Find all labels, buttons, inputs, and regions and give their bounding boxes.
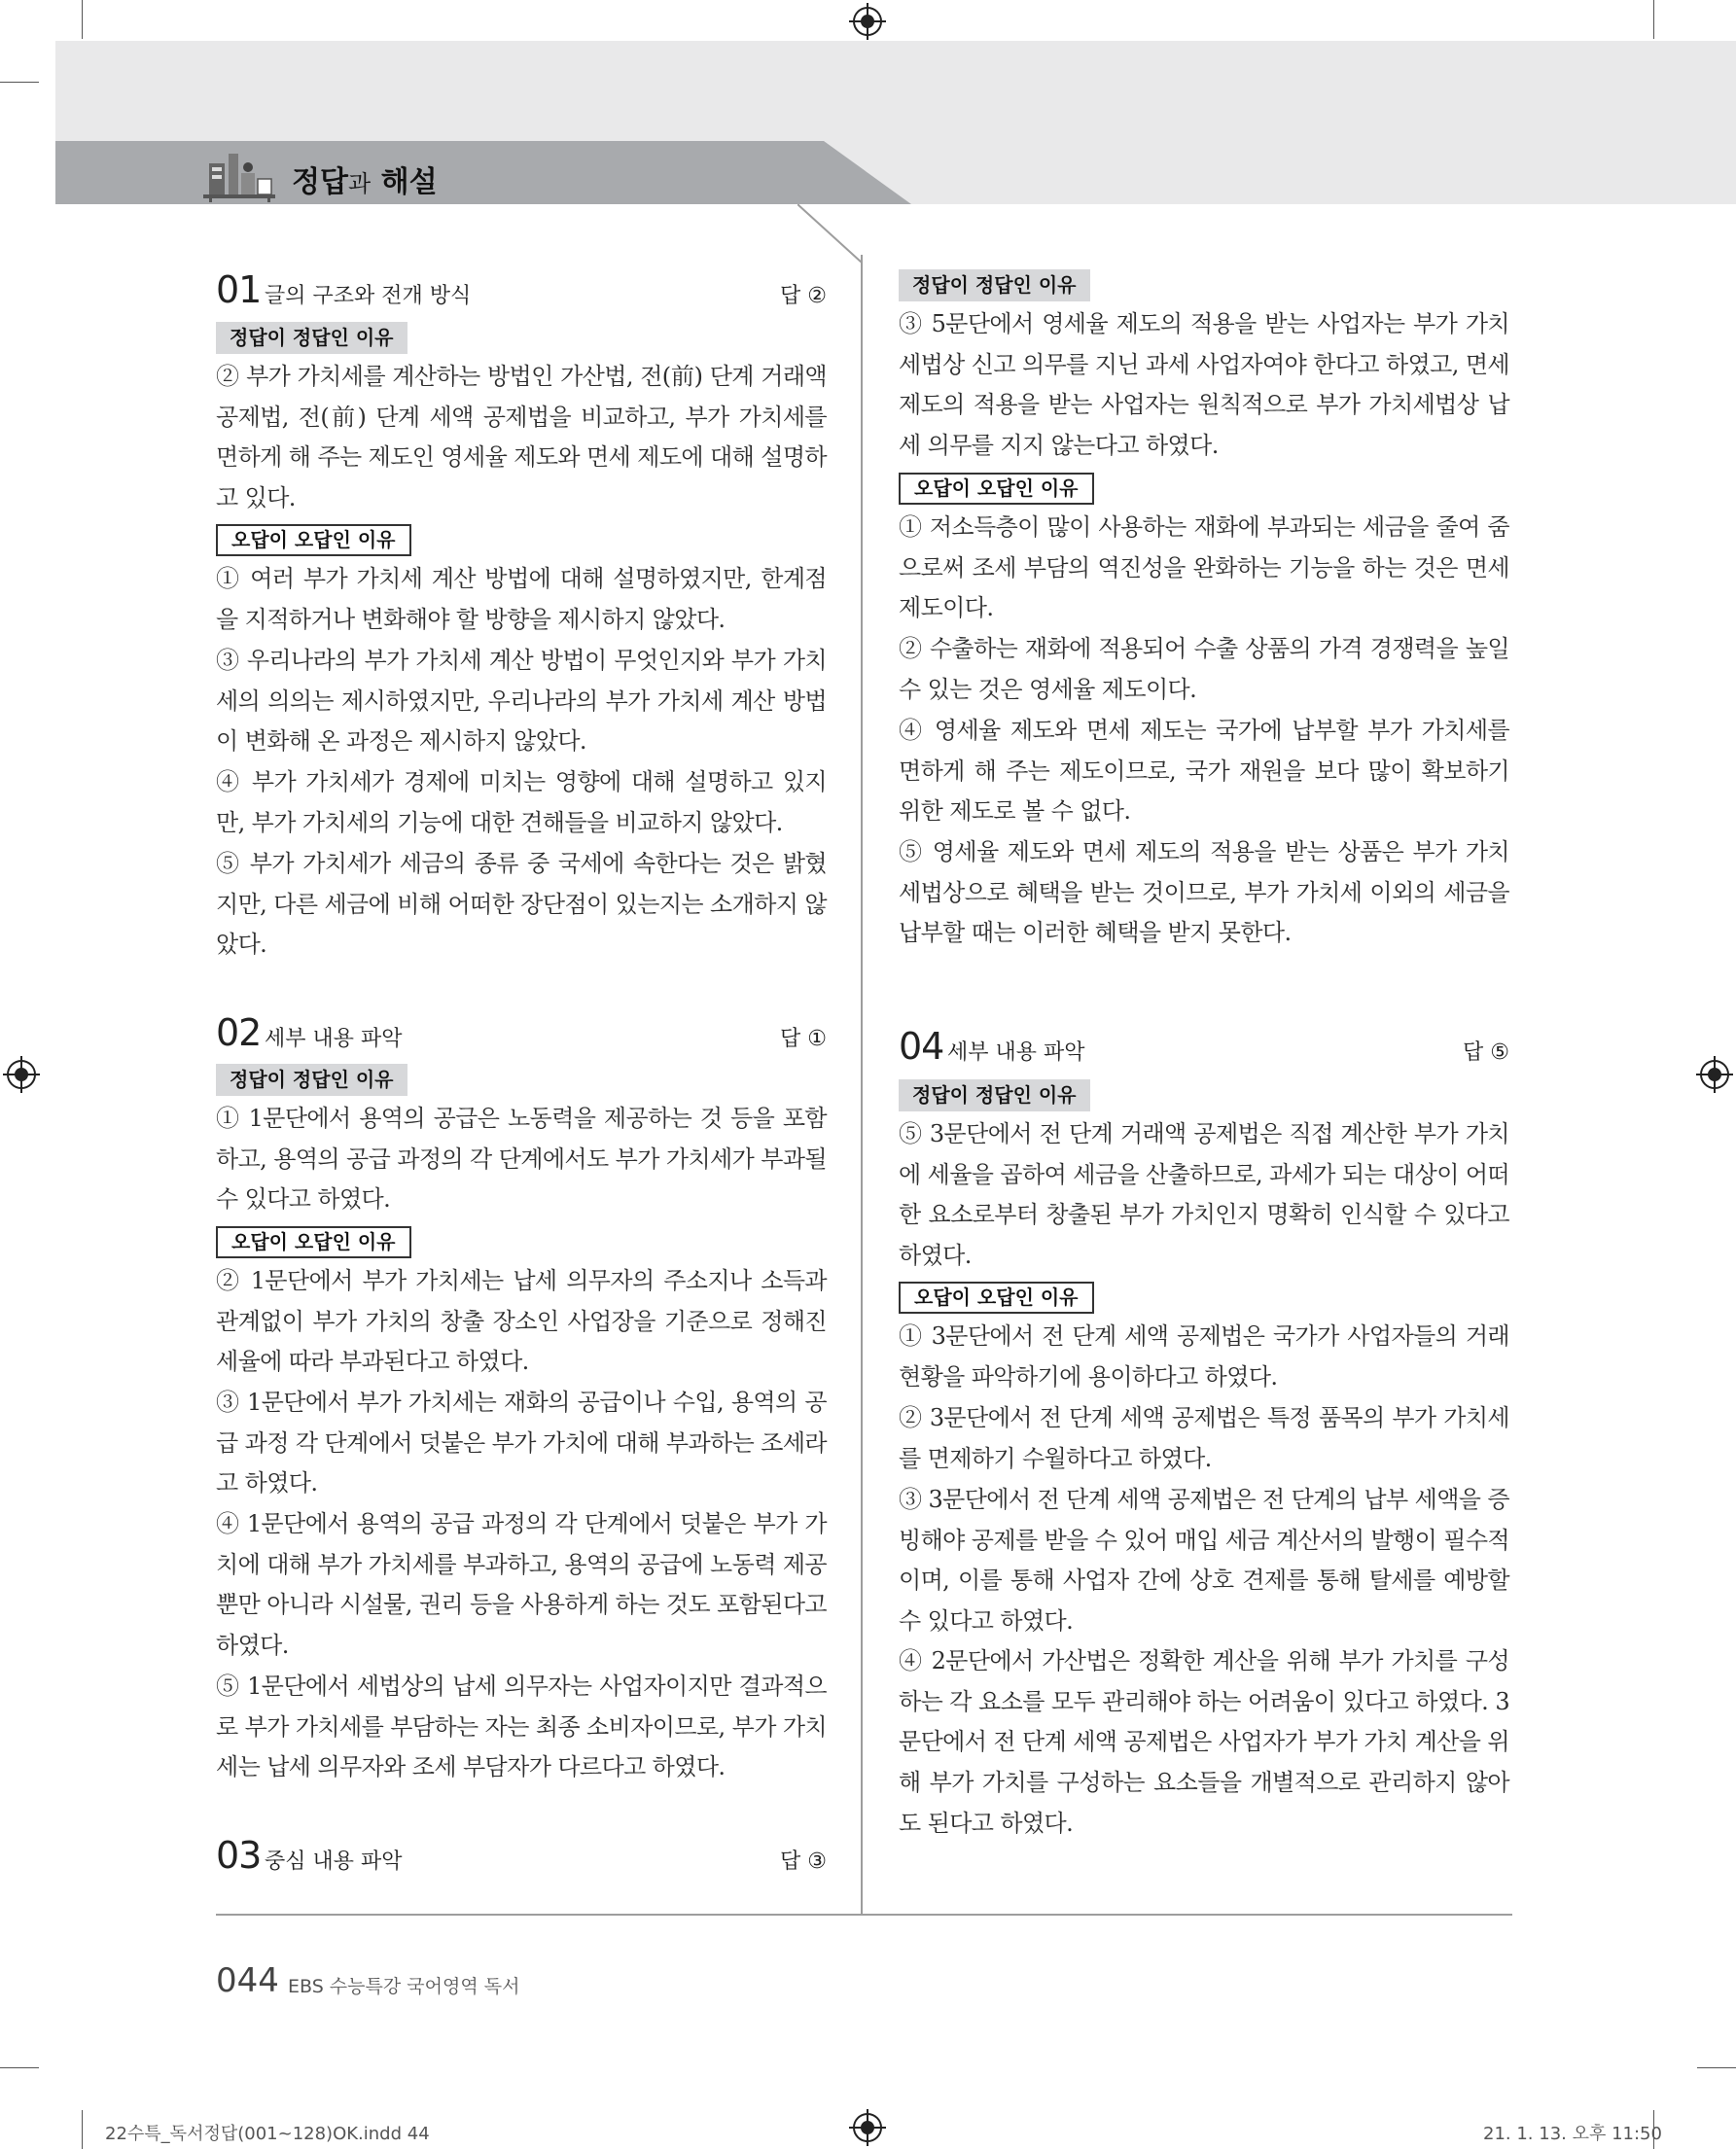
- crop-mark: [0, 82, 39, 83]
- answer-label: 답 ③: [780, 1850, 827, 1874]
- column-divider: [861, 255, 863, 1915]
- crop-mark: [1653, 0, 1654, 39]
- question-title: 중심 내용 파악: [265, 1850, 403, 1874]
- registration-mark-icon: [853, 2113, 882, 2142]
- question-number: 03: [216, 1834, 262, 1877]
- correct-reason-label: 정답이 정답인 이유: [899, 1079, 1090, 1111]
- wrong-reason-text: ⑤ 영세율 제도와 면세 제도의 적용을 받는 상품은 부가 가치세법상으로 혜택을 받는 것이므로, 부가 가치세 이외의 세금을 납부할 때는 이러한 혜택을 받지 못한다.: [899, 838, 1509, 947]
- registration-mark-icon: [853, 7, 882, 36]
- crop-mark: [0, 2067, 39, 2068]
- wrong-reason-text: ① 3문단에서 전 단계 세액 공제법은 국가가 사업자들의 거래 현황을 파악하기에 용이하다고 하였다.: [899, 1322, 1509, 1391]
- correct-reason-text: ⑤ 3문단에서 전 단계 거래액 공제법은 직접 계산한 부가 가치에 세율을 곱하여 세금을 산출하므로, 과세가 되는 대상이 어떠한 요소로부터 창출된 부가 가치인지 명확히 인식할 수 있다고 하였다.: [899, 1120, 1509, 1270]
- wrong-reason-label: 오답이 오답인 이유: [216, 1226, 411, 1258]
- wrong-reason-text: ④ 부가 가치세가 경제에 미치는 영향에 대해 설명하고 있지만, 부가 가치세의 기능에 대한 견해들을 비교하지 않았다.: [216, 768, 827, 836]
- correct-reason-text: ② 부가 가치세를 계산하는 방법인 가산법, 전(前) 단계 거래액 공제법, 전(前) 단계 세액 공제법을 비교하고, 부가 가치세를 면하게 해 주는 제도인 영세율 제도와 면세 제도에 대해 설명하고 있다.: [216, 363, 827, 512]
- correct-reason-text: ① 1문단에서 용역의 공급은 노동력을 제공하는 것 등을 포함하고, 용역의 공급 과정의 각 단계에서도 부가 가치세가 부과될 수 있다고 하였다.: [216, 1105, 827, 1214]
- crop-mark: [82, 0, 83, 39]
- correct-reason-label: 정답이 정답인 이유: [216, 322, 407, 354]
- correct-reason-label: 정답이 정답인 이유: [216, 1064, 407, 1096]
- answer-label: 답 ⑤: [1463, 1040, 1509, 1065]
- answer-label: 답 ②: [780, 284, 827, 308]
- wrong-reason-label: 오답이 오답인 이유: [899, 473, 1094, 505]
- question-number: 04: [899, 1025, 944, 1068]
- print-slug-date: 21. 1. 13. 오후 11:50: [1483, 2124, 1662, 2144]
- wrong-reason-text: ① 저소득층이 많이 사용하는 재화에 부과되는 세금을 줄여 줌으로써 조세 부담의 역진성을 완화하는 기능을 하는 것은 면세 제도이다.: [899, 513, 1509, 622]
- question-title: 세부 내용 파악: [947, 1040, 1085, 1065]
- question-01-header: [216, 270, 827, 309]
- book-title: EBS 수능특강 국어영역 독서: [288, 1976, 520, 1997]
- crop-mark: [82, 2110, 83, 2149]
- wrong-reason-text: ④ 영세율 제도와 면세 제도는 국가에 납부할 부가 가치세를 면하게 해 주는 제도이므로, 국가 재원을 보다 많이 확보하기 위한 제도로 볼 수 없다.: [899, 717, 1509, 826]
- right-column: [899, 0, 1509, 1906]
- registration-mark-icon: [1700, 1060, 1729, 1089]
- question-number: 01: [216, 268, 262, 311]
- correct-reason-text: ③ 5문단에서 영세율 제도의 적용을 받는 사업자는 부가 가치세법상 신고 의무를 지닌 과세 사업자여야 한다고 하였고, 면세 제도의 적용을 받는 사업자는 원칙적으로 부가 가치세법상 납세 의무를 지지 않는다고 하였다.: [899, 310, 1509, 460]
- wrong-reason-label: 오답이 오답인 이유: [899, 1282, 1094, 1314]
- wrong-reason-text: ③ 우리나라의 부가 가치세 계산 방법이 무엇인지와 부가 가치세의 의의는 제시하였지만, 우리나라의 부가 가치세 계산 방법이 변화해 온 과정은 제시하지 않았다.: [216, 647, 827, 756]
- footer-rule: [216, 1914, 1512, 1916]
- wrong-reason-text: ③ 3문단에서 전 단계 세액 공제법은 전 단계의 납부 세액을 증빙해야 공제를 받을 수 있어 매입 세금 계산서의 발행이 필수적이며, 이를 통해 사업자 간에 상호 견제를 통해 탈세를 예방할 수 있다고 하였다.: [899, 1486, 1509, 1636]
- title-end: 해설: [380, 165, 438, 199]
- wrong-reason-text: ② 수출하는 재화에 적용되어 수출 상품의 가격 경쟁력을 높일 수 있는 것은 영세율 제도이다.: [899, 635, 1509, 703]
- wrong-reason-text: ⑤ 1문단에서 세법상의 납세 의무자는 사업자이지만 결과적으로 부가 가치세를 부담하는 자는 최종 소비자이므로, 부가 가치세는 납세 의무자와 조세 부담자가 다르다고 하였다.: [216, 1673, 827, 1781]
- wrong-reason-label: 오답이 오답인 이유: [216, 524, 411, 556]
- wrong-reason-text: ⑤ 부가 가치세가 세금의 종류 중 국세에 속한다는 것은 밝혔지만, 다른 세금에 비해 어떠한 장단점이 있는지는 소개하지 않았다.: [216, 850, 827, 959]
- wrong-reason-text: ④ 1문단에서 용역의 공급 과정의 각 단계에서 덧붙은 부가 가치에 대해 부가 가치세를 부과하고, 용역의 공급에 노동력 제공뿐만 아니라 시설물, 권리 등을 사용하게 하는 것도 포함된다고 하였다.: [216, 1510, 827, 1660]
- title-conj: 과: [347, 170, 372, 197]
- question-title: 세부 내용 파악: [265, 1027, 403, 1051]
- question-title: 글의 구조와 전개 방식: [265, 284, 472, 308]
- wrong-reason-text: ② 3문단에서 전 단계 세액 공제법은 특정 품목의 부가 가치세를 면제하기 수월하다고 하였다.: [899, 1404, 1509, 1472]
- correct-reason-label: 정답이 정답인 이유: [899, 269, 1090, 301]
- answer-label: 답 ①: [780, 1027, 827, 1051]
- crop-mark: [1697, 2067, 1736, 2068]
- wrong-reason-text: ④ 2문단에서 가산법은 정확한 계산을 위해 부가 가치를 구성하는 각 요소를 모두 관리해야 하는 어려움이 있다고 하였다. 3문단에서 전 단계 세액 공제법은 사업자가 부가 가치 계산을 위해 부가 가치를 구성하는 요소들을 개별적으로 관리하지 않아도 된다고 하였다.: [899, 1647, 1509, 1837]
- question-number: 02: [216, 1011, 262, 1054]
- page-number: 044: [216, 1961, 279, 2000]
- wrong-reason-text: ② 1문단에서 부가 가치세는 납세 의무자의 주소지나 소득과 관계없이 부가 가치의 창출 장소인 사업장을 기준으로 정해진 세율에 따라 부과된다고 하였다.: [216, 1267, 827, 1376]
- registration-mark-icon: [7, 1060, 36, 1089]
- wrong-reason-text: ① 여러 부가 가치세 계산 방법에 대해 설명하였지만, 한계점을 지적하거나 변화해야 할 방향을 제시하지 않았다.: [216, 565, 827, 633]
- wrong-reason-text: ③ 1문단에서 부가 가치세는 재화의 공급이나 수입, 용역의 공급 과정 각 단계에서 덧붙은 부가 가치에 대해 부과하는 조세라고 하였다.: [216, 1389, 827, 1497]
- title-main: 정답: [292, 165, 348, 199]
- left-column: [216, 0, 827, 1906]
- print-slug-file: 22수특_독서정답(001~128)OK.indd 44: [105, 2124, 430, 2144]
- question-02-header: [216, 1013, 827, 1052]
- question-04-header: [899, 1027, 1509, 1066]
- question-03-header: [216, 1836, 827, 1875]
